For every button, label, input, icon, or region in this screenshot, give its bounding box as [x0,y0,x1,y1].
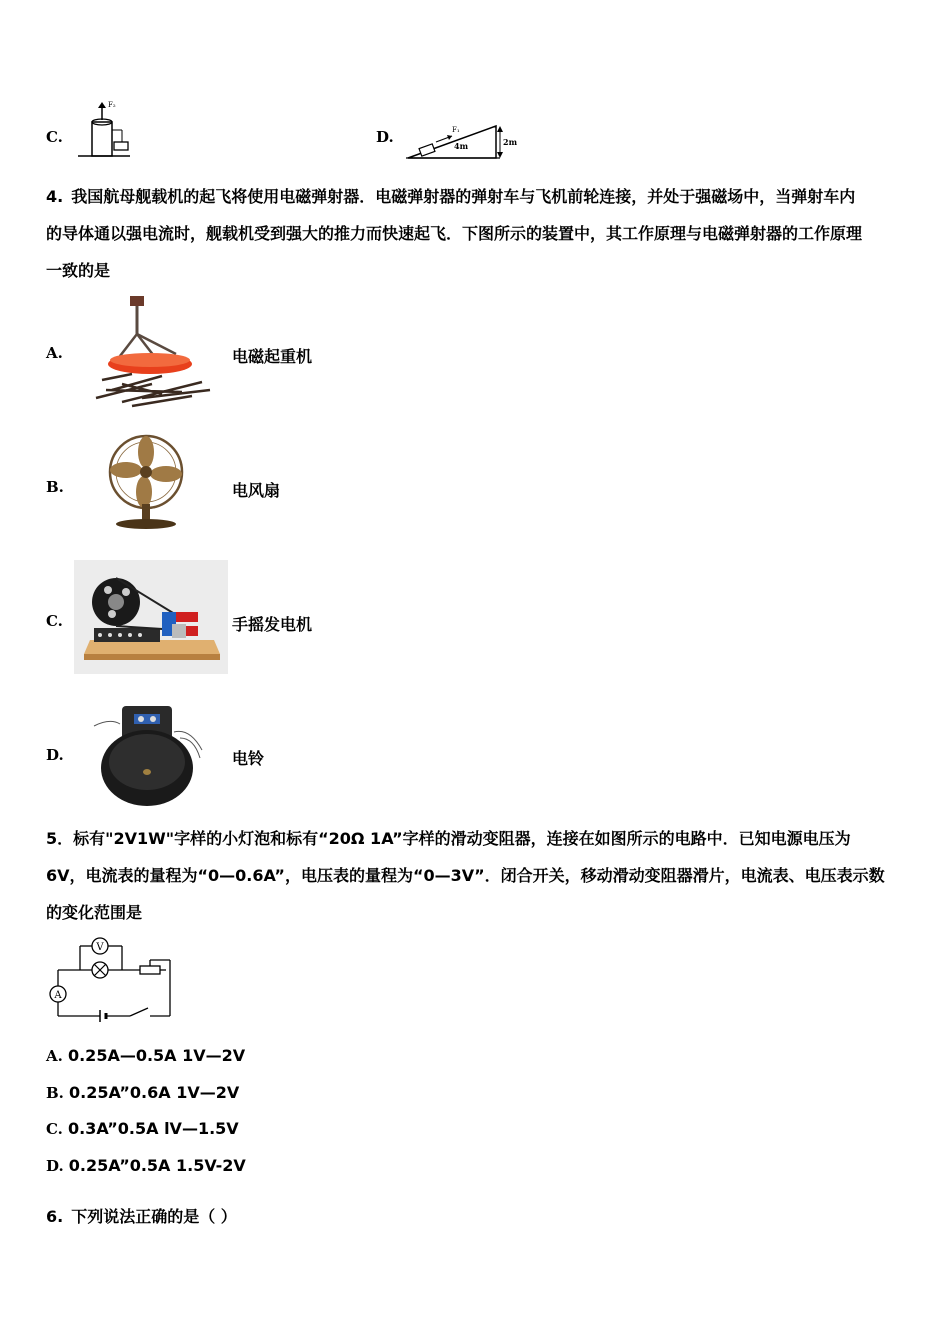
prev-option-c-figure [74,100,134,160]
question-5-line-1: 5．标有"2V1W"字样的小灯泡和标有“20Ω 1A”字样的滑动变阻器，连接在如图所示的电路中．已知电源电压为 [46,829,851,848]
q4-option-b-text: 电风扇 [232,481,281,500]
force-label-f2: F₂ [108,101,116,109]
q5-option-d [46,1156,246,1175]
question-4-line-3: 一致的是 [46,261,111,280]
q4-option-d-label: D. [46,746,64,764]
q5-option-a-label: A. [46,1047,63,1065]
question-6-number: 6. [46,1207,64,1226]
q5-option-a [46,1046,245,1065]
q5-option-c [46,1119,239,1138]
q5-option-c-label: C. [46,1120,63,1138]
question-4-line-1: 我国航母舰载机的起飞将使用电磁弹射器．电磁弹射器的弹射车与飞机前轮连接，并处于强磁场中，当弹射车内 [71,187,856,206]
q5-option-b-text: 0.25A”0.6A 1V—2V [69,1083,240,1102]
question-5-line-2: 6V，电流表的量程为“0—0.6A”，电压表的量程为“0—3V”．闭合开关，移动滑动变阻器滑片，电流表、电压表示数 [46,866,885,885]
hand-crank-generator-icon [74,560,228,674]
question-5-line-3: 的变化范围是 [46,903,143,922]
question-6-text [46,1204,237,1227]
height-label: 2m [503,137,518,147]
prev-option-d-label: D. [376,128,394,146]
prev-option-d-figure [404,118,524,160]
q5-option-a-text: 0.25A—0.5A 1V—2V [67,1046,246,1065]
ammeter-label: A [54,990,62,1001]
q5-option-d-text: 0.25A”0.5A 1.5V-2V [68,1156,246,1175]
q5-option-d-label: D. [46,1157,64,1175]
q4-option-a-text: 电磁起重机 [232,347,313,366]
question-6-stem: 下列说法正确的是（ ） [71,1207,237,1226]
q5-option-b [46,1083,239,1102]
force-label-f1: F₁ [452,126,460,134]
q4-option-a-label: A. [46,344,63,362]
voltmeter-label: V [96,942,104,953]
electric-bell-icon [90,698,206,808]
question-4-number: 4. [46,187,64,206]
q5-option-b-label: B. [46,1084,64,1102]
circuit-diagram [44,934,176,1020]
q4-option-c-text: 手摇发电机 [232,615,313,634]
question-4-line-2: 的导体通以强电流时，舰载机受到强大的推力而快速起飞．下图所示的装置中，其工作原理与电磁弹射器的工作原理 [46,224,863,243]
length-label: 4m [454,141,469,151]
q4-option-c-label: C. [46,612,63,630]
q4-option-b-label: B. [46,478,64,496]
electromagnetic-crane-icon [92,294,216,410]
q5-option-c-text: 0.3A”0.5A lV—1.5V [68,1119,239,1138]
question-4-text [46,178,916,289]
q4-option-d-text: 电铃 [232,749,265,768]
electric-fan-icon [98,434,194,530]
prev-option-c-label: C. [46,128,63,146]
question-5-text [46,820,916,931]
